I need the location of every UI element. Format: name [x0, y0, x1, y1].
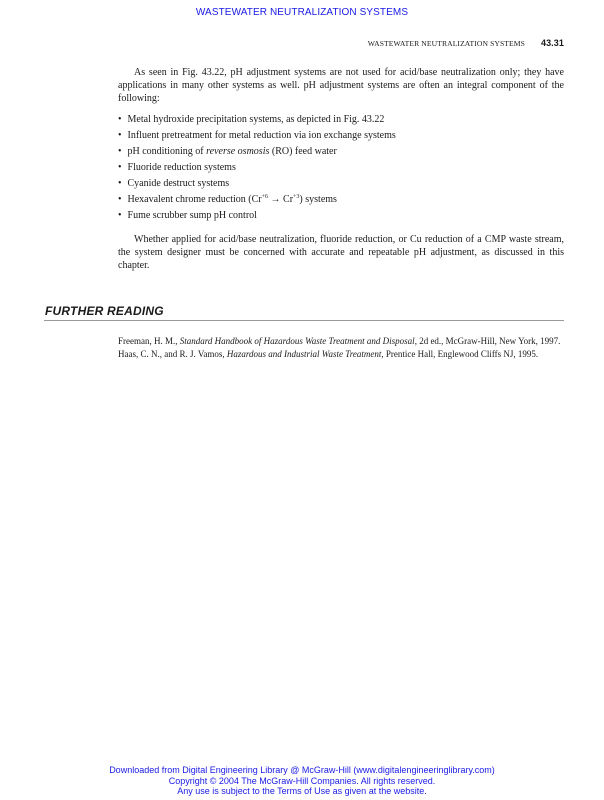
running-head-title: WASTEWATER NEUTRALIZATION SYSTEMS: [367, 39, 525, 48]
application-bullet-list: [118, 112, 564, 224]
footer-download-link[interactable]: Downloaded from Digital Engineering Library @ McGraw-Hill (www.digitalengineeringlibrary.com): [109, 765, 495, 775]
page-number: 43.31: [540, 38, 564, 48]
list-item: • Hexavalent chrome reduction $(Cr^{+6} \to Cr^{+3})$ systems: [118, 194, 337, 205]
bullet-marker: •: [118, 210, 122, 221]
bullet-marker: •: [118, 194, 122, 205]
bullet-marker: •: [118, 162, 122, 173]
bullet-marker: •: [118, 114, 122, 125]
reference-list: [118, 336, 564, 361]
bullet-marker: •: [118, 178, 122, 189]
list-item: • pH conditioning of reverse osmosis (RO) feed water: [118, 146, 337, 157]
reference-title: Hazardous and Industrial Waste Treatment: [226, 348, 382, 359]
superscript: +6: [261, 194, 269, 200]
intro-paragraph: As seen in Fig. 43.22, pH adjustment systems are not used for acid/base neutralization only; they have applications in many other systems as well. pH adjustment systems are often an integral component of the following:: [118, 67, 564, 104]
reference-title: Standard Handbook of Hazardous Waste Treatment and Disposal: [179, 336, 415, 346]
list-item: • Cyanide destruct systems: [118, 178, 230, 189]
section-divider: [44, 320, 564, 321]
list-item: • Fume scrubber sump pH control: [118, 210, 257, 221]
list-item: • Fluoride reduction systems: [118, 162, 236, 173]
footer-copyright: Copyright © 2004 The McGraw-Hill Companies. All rights reserved.: [168, 775, 436, 786]
running-head: [368, 38, 564, 48]
list-item: • Influent pretreatment for metal reduction via ion exchange systems: [118, 130, 396, 141]
bullet-marker: •: [118, 146, 122, 157]
bullet-marker: •: [118, 130, 122, 141]
further-reading-heading: FURTHER READING: [45, 304, 164, 318]
superscript: +3: [293, 194, 300, 200]
copyright-footer: [0, 765, 604, 797]
footer-terms-link[interactable]: Any use is subject to the Terms of Use as given at the website.: [177, 786, 427, 796]
reference-item: Haas, C. N., and R. J. Vamos, Hazardous and Industrial Waste Treatment, Prentice Hall, Englewood Cliffs NJ, 1995.: [118, 348, 539, 359]
reference-item: Freeman, H. M., Standard Handbook of Hazardous Waste Treatment and Disposal, 2d ed., McGraw-Hill, New York, 1997.: [118, 336, 561, 346]
document-banner[interactable]: WASTEWATER NEUTRALIZATION SYSTEMS: [195, 7, 409, 18]
list-item: • Metal hydroxide precipitation systems, as depicted in Fig. 43.22: [118, 114, 385, 125]
emphasis-text: reverse osmosis: [206, 146, 270, 157]
closing-paragraph: Whether applied for acid/base neutralization, fluoride reduction, or Cu reduction of a CMP waste stream, the system designer must be concerned with accurate and repeatable pH adjustment, as discussed in this chapter.: [118, 234, 564, 271]
